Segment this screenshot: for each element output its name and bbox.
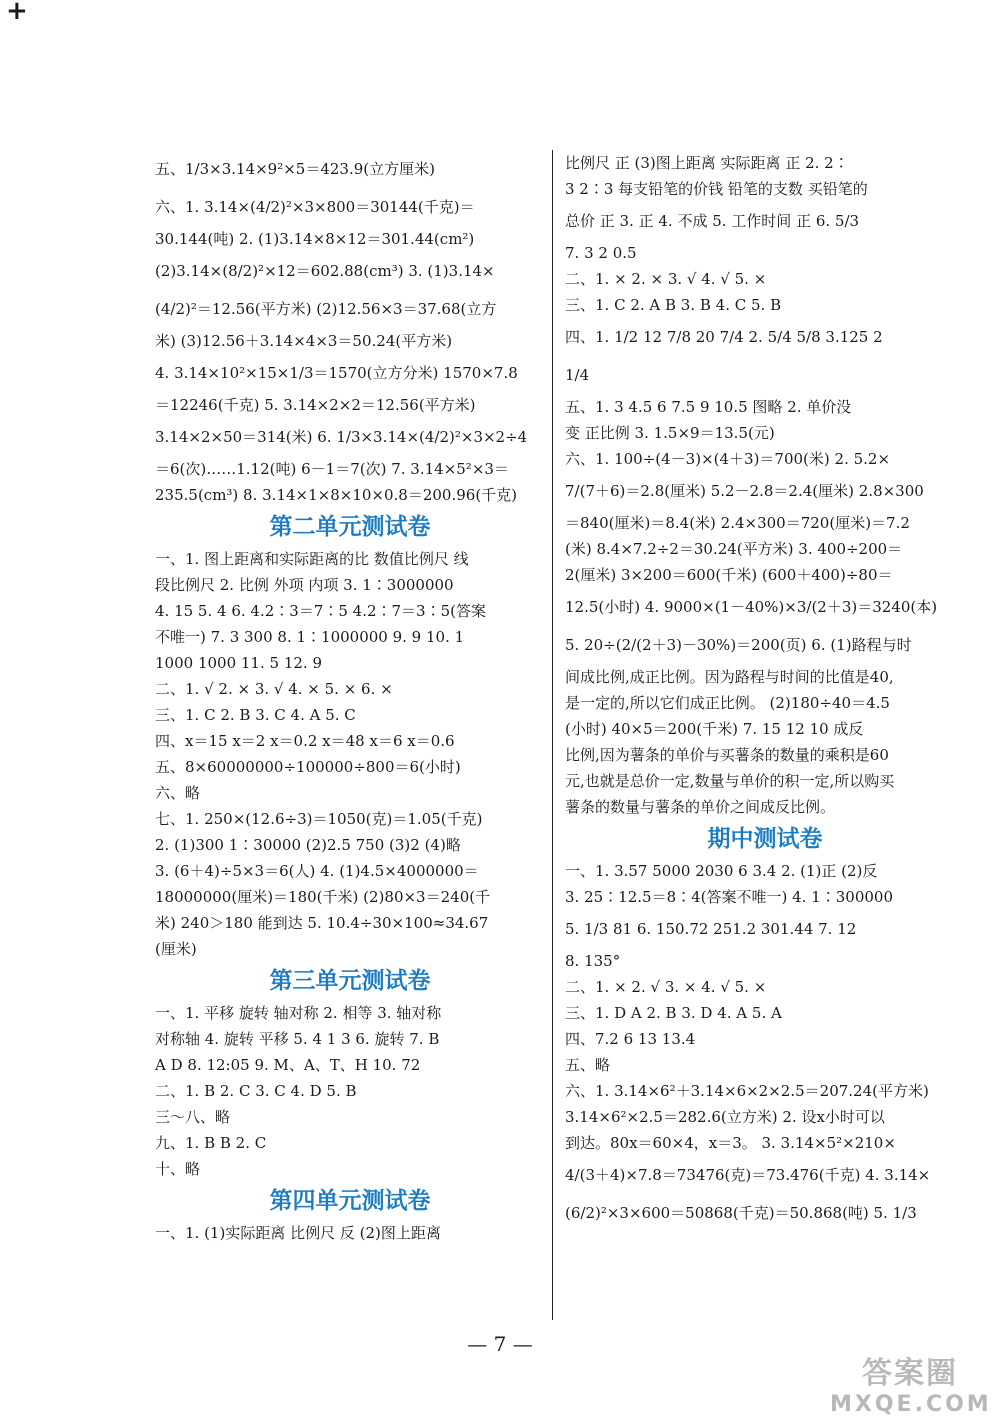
- right-column: [565, 150, 965, 1232]
- answer-line: 六、1. 100÷(4－3)×(4＋3)＝700(米) 2. 5.2×: [565, 450, 891, 468]
- answer-line: 三、1. C 2. B 3. C 4. A 5. C: [155, 706, 356, 724]
- answer-line: 九、1. B B 2. C: [155, 1134, 267, 1152]
- answer-line: 五、1. 3 4.5 6 7.5 9 10.5 图略 2. 单价没: [565, 398, 852, 416]
- answer-line: 三～八、略: [155, 1108, 231, 1126]
- answer-line: 3.14×6²×2.5＝282.6(立方米) 2. 设x小时可以: [565, 1108, 885, 1126]
- answer-line: 六、1. 3.14×6²＋3.14×6×2×2.5＝207.24(平方米): [565, 1082, 929, 1100]
- answer-line: 一、1. 图上距离和实际距离的比 数值比例尺 线: [155, 550, 469, 568]
- answer-line: 7/(7＋6)＝2.8(厘米) 5.2－2.8＝2.4(厘米) 2.8×300: [565, 482, 924, 500]
- answer-line: 30.144(吨) 2. (1)3.14×8×12＝301.44(cm²): [155, 230, 475, 248]
- answer-line: 是一定的,所以它们成正比例。 (2)180÷40＝4.5: [565, 694, 890, 712]
- section-title-unit-3: 第三单元测试卷: [269, 968, 431, 994]
- answer-line: 二、1. √ 2. × 3. √ 4. × 5. × 6. ×: [155, 680, 393, 698]
- answer-line: 18000000(厘米)＝180(千米) (2)80×3＝240(千: [155, 888, 491, 906]
- answer-line: 235.5(cm³) 8. 3.14×1×8×10×0.8＝200.96(千克): [155, 486, 518, 504]
- answer-line: 1000 1000 11. 5 12. 9: [155, 654, 322, 672]
- answer-line: (2)3.14×(8/2)²×12＝602.88(cm³) 3. (1)3.14×: [155, 262, 495, 280]
- answer-line: (小时) 40×5＝200(千米) 7. 15 12 10 成反: [565, 720, 864, 738]
- answer-line: 8. 135°: [565, 952, 621, 970]
- answer-line: (厘米): [155, 940, 197, 958]
- answer-line: 四、x＝15 x＝2 x＝0.2 x＝48 x＝6 x＝0.6: [155, 732, 455, 750]
- page-number: — 7 —: [467, 1332, 533, 1356]
- section-title-midterm: 期中测试卷: [707, 826, 823, 852]
- unit-4-answer-lines: [155, 1220, 545, 1246]
- column-divider: [552, 150, 553, 1320]
- answer-line: 米) (3)12.56＋3.14×4×3＝50.24(平方米): [155, 332, 453, 350]
- right-answer-lines: [565, 150, 965, 820]
- answer-line: 十、略: [155, 1160, 201, 1178]
- left-column: [155, 150, 545, 1246]
- answer-line: 对称轴 4. 旋转 平移 5. 4 1 3 6. 旋转 7. B: [155, 1030, 440, 1048]
- answer-line: 五、略: [565, 1056, 611, 1074]
- answer-line: 二、1. B 2. C 3. C 4. D 5. B: [155, 1082, 357, 1100]
- answer-line: ＝6(次)……1.12(吨) 6－1＝7(次) 7. 3.14×5²×3＝: [155, 460, 509, 478]
- answer-line: A D 8. 12:05 9. M、A、T、H 10. 72: [155, 1056, 421, 1074]
- answer-line: 3. 25∶12.5＝8∶4(答案不唯一) 4. 1∶300000: [565, 888, 894, 906]
- answer-line: 变 正比例 3. 1.5×9＝13.5(元): [565, 424, 775, 442]
- answer-line: 4/(3＋4)×7.8＝73476(克)＝73.476(千克) 4. 3.14×: [565, 1166, 931, 1184]
- answer-line: 2(厘米) 3×200＝600(千米) (600＋400)÷80＝: [565, 566, 893, 584]
- answer-line: 5. 1/3 81 6. 150.72 251.2 301.44 7. 12: [565, 920, 857, 938]
- answer-line: 4. 15 5. 4 6. 4.2∶3＝7∶5 4.2∶7＝3∶5(答案: [155, 602, 486, 620]
- watermark-url: MXQE.COM: [830, 1392, 992, 1417]
- answer-line: 7. 3 2 0.5: [565, 244, 637, 262]
- watermark-logo-text: 答案圈: [862, 1356, 958, 1391]
- answer-line: 一、1. 3.57 5000 2030 6 3.4 2. (1)正 (2)反: [565, 862, 878, 880]
- answer-line: 三、1. C 2. A B 3. B 4. C 5. B: [565, 296, 782, 314]
- answer-line: 2. (1)300 1∶30000 (2)2.5 750 (3)2 (4)略: [155, 836, 461, 854]
- answer-line: 四、1. 1/2 12 7/8 20 7/4 2. 5/4 5/8 3.125 2: [565, 328, 883, 346]
- answer-line: 3. (6＋4)÷5×3＝6(人) 4. (1)4.5×4000000＝: [155, 862, 479, 880]
- answer-line: (米) 8.4×7.2÷2＝30.24(平方米) 3. 400÷200＝: [565, 540, 903, 558]
- answer-line: 六、1. 3.14×(4/2)²×3×800＝30144(千克)＝: [155, 198, 475, 216]
- answer-line: 一、1. 平移 旋转 轴对称 2. 相等 3. 轴对称: [155, 1004, 442, 1022]
- answer-line: 米) 240＞180 能到达 5. 10.4÷30×100≈34.67: [155, 914, 489, 932]
- answer-line: 4. 3.14×10²×15×1/3＝1570(立方分米) 1570×7.8: [155, 364, 518, 382]
- answer-line: 到达。80x＝60×4，x＝3。 3. 3.14×5²×210×: [565, 1134, 896, 1152]
- answer-line: 比例,因为薯条的单价与买薯条的数量的乘积是60: [565, 746, 889, 764]
- unit-3-answer-lines: [155, 1000, 545, 1182]
- section-title-unit-2: 第二单元测试卷: [269, 514, 431, 540]
- answer-line: 总价 正 3. 正 4. 不成 5. 工作时间 正 6. 5/3: [565, 212, 860, 230]
- answer-line: 一、1. (1)实际距离 比例尺 反 (2)图上距离: [155, 1224, 441, 1242]
- answer-line: 四、7.2 6 13 13.4: [565, 1030, 696, 1048]
- answer-line: (6/2)²×3×600＝50868(千克)＝50.868(吨) 5. 1/3: [565, 1204, 917, 1222]
- answer-line: 段比例尺 2. 比例 外项 内项 3. 1∶3000000: [155, 576, 454, 594]
- answer-line: 五、8×60000000÷100000÷800＝6(小时): [155, 758, 461, 776]
- answer-line: (4/2)²＝12.56(平方米) (2)12.56×3＝37.68(立方: [155, 300, 497, 318]
- answer-line: 5. 20÷(2/(2＋3)－30%)＝200(页) 6. (1)路程与时: [565, 636, 912, 654]
- crop-mark: +: [6, 0, 28, 26]
- answer-line: 不唯一) 7. 3 300 8. 1∶1000000 9. 9 10. 1: [155, 628, 465, 646]
- answer-line: ＝12246(千克) 5. 3.14×2×2＝12.56(平方米): [155, 396, 476, 414]
- answer-line: 比例尺 正 (3)图上距离 实际距离 正 2. 2∶: [565, 154, 849, 172]
- answer-line: 二、1. × 2. × 3. √ 4. √ 5. ×: [565, 270, 767, 288]
- answer-line: 薯条的数量与薯条的单价之间成反比例。: [565, 798, 836, 816]
- answer-line: 元,也就是总价一定,数量与单价的积一定,所以购买: [565, 772, 895, 790]
- answer-line: 间成比例,成正比例。因为路程与时间的比值是40,: [565, 668, 894, 686]
- answer-line: 六、略: [155, 784, 201, 802]
- answer-line: 二、1. × 2. √ 3. × 4. √ 5. ×: [565, 978, 767, 996]
- answer-line: 七、1. 250×(12.6÷3)＝1050(克)＝1.05(千克): [155, 810, 483, 828]
- midterm-answer-lines: [565, 858, 965, 1232]
- answer-line: 1/4: [565, 366, 590, 384]
- answer-line: 12.5(小时) 4. 9000×(1－40%)×3/(2＋3)＝3240(本): [565, 598, 938, 616]
- left-answer-lines: [155, 150, 545, 508]
- answer-line: 三、1. D A 2. B 3. D 4. A 5. A: [565, 1004, 782, 1022]
- watermark-logo: [830, 1355, 990, 1420]
- unit-2-answer-lines: [155, 546, 545, 962]
- answer-line: 3 2∶3 每支铅笔的价钱 铅笔的支数 买铅笔的: [565, 180, 868, 198]
- answer-line: 五、1/3×3.14×9²×5＝423.9(立方厘米): [155, 160, 435, 178]
- answer-line: ＝840(厘米)＝8.4(米) 2.4×300＝720(厘米)＝7.2: [565, 514, 910, 532]
- section-title-unit-4: 第四单元测试卷: [269, 1188, 431, 1214]
- answer-line: 3.14×2×50＝314(米) 6. 1/3×3.14×(4/2)²×3×2÷4: [155, 428, 528, 446]
